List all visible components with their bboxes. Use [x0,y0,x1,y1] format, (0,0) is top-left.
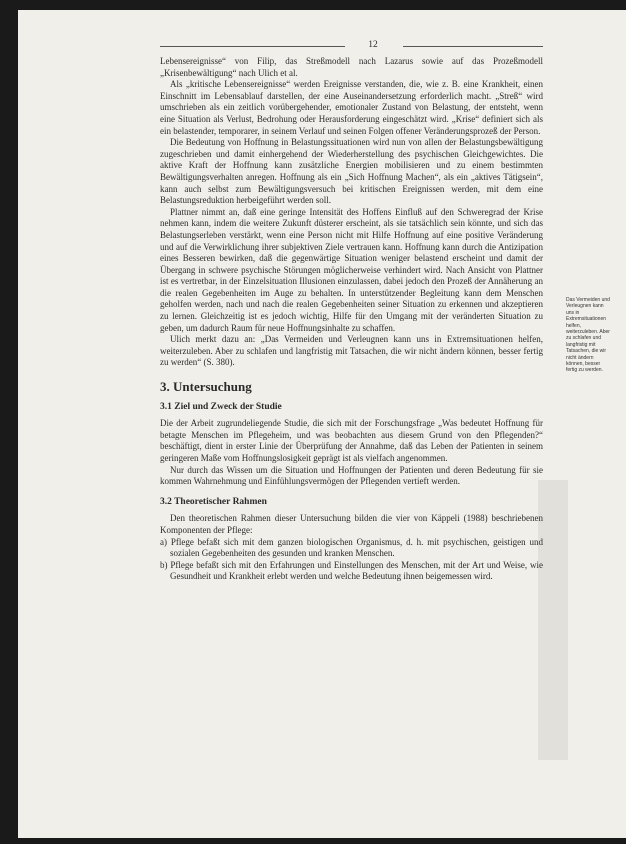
page-number: 12 [368,40,378,50]
component-list [160,537,543,583]
header-rule-right [403,46,543,47]
body-text [160,56,543,583]
paragraph: Nur durch das Wissen um die Situation und Hoffnungen der Patienten und deren Bedeutung für sie kommen Wahrnehmung und Einfühlungsvermögen der Pflegenden vertieft werden. [160,464,543,487]
list-item: b) Pflege befaßt sich mit den Erfahrungen und Einstellungen des Menschen, mit der Art und Weise, wie Gesundheit und Krankheit erlebt werden und welche Bedeutung ihnen beigemessen wird. [160,559,543,582]
section-heading: 3. Untersuchung [160,379,252,395]
subsection-heading: 3.2 Theoretischer Rahmen [160,496,267,507]
margin-note: Das Vermeiden und Verleugnen kann uns in Extremsituationen helfen, weiterzuleben. Aber zu schlafen und langfristig mit Tatsachen, die wir nicht ändern können, besser fertig zu werden. [566,297,610,374]
paragraph: Plattner nimmt an, daß eine geringe Intensität des Hoffens Einfluß auf den Schweregrad der Krise nehmen kann, indem die weitere Zukunft düsterer erscheint, als sie tatsächlich sein könnte, und sich das Belastungserleben verstärkt, wenn eine Person nicht mit Hilfe Hoffnung auf eine positive Veränderung und auf die Verwirklichung ihrer subjektiven Ziele vertrauen kann. Hoffnung kann durch die Antizipation eines Besseren bewirken, daß die gegenwärtige Situation weniger belastend erscheint und damit der Übergang in schwere psychische Störungen möglicherweise verhindert wird. Nach Ansicht von Plattner ist es vertretbar, in der Einzelsituation Illusionen einzulassen, dabei jedoch den Prozeß der Annäherung an die realen Gegebenheiten im Auge zu behalten. In unterstützender Begleitung kann dem Menschen geholfen werden, nach und nach die realen Gegebenheiten seiner Situation zu erkennen und akzeptieren zu lernen. Gleichzeitig ist es jedoch wichtig, Hilfe für den Umgang mit der veränderten Situation zu geben, um dadurch Raum für neue Hoffnungsinhalte zu schaffen. [160,206,543,333]
paragraph: Die Bedeutung von Hoffnung in Belastungssituationen wird nun von allen der Belastungsbewältigung zugeschrieben und damit einhergehend der Wiederherstellung des psychischen Gleichgewichtes. Die aktive Kraft der Hoffnung kann zusätzliche Energien mobilisieren und zu einem bestimmten Bewältigungsverhalten anregen. Hoffnung als ein „Sich Hoffnung Machen“, als ein „aktives Tätigsein“, kann auch selbst zum Bewältigungsversuch bei kritischen Ereignissen werden, mit dem eine Belastungsreduktion herbeigeführt werden soll. [160,137,543,206]
paragraph: Lebensereignisse“ von Filip, das Streßmodell nach Lazarus sowie auf das Prozeßmodell „Krisenbewältigung“ nach Ulich et al. [160,56,543,78]
paragraph: Ulich merkt dazu an: „Das Vermeiden und Verleugnen kann uns in Extremsituationen helfen, weiterzuleben. Aber zu schlafen und langfristig mit Tatsachen, die wir nicht ändern können, besser fertig zu werden“ (S. 380). [160,334,543,368]
paragraph: Als „kritische Lebensereignisse“ werden Ereignisse verstanden, die, wie z. B. eine Krankheit, einen Einschnitt im Lebensablauf darstellen, der eine Auseinandersetzung erforderlich macht. „Streß“ wird umschrieben als ein zeitlich vorübergehender, emotionaler Zustand von Belastung, der entsteht, wenn eine Situation als Verlust, Bedrohung oder Herausforderung eingeschätzt wird. „Krise“ definiert sich als ein belastender, temporarer, in seinem Verlauf und seinen Folgen offener Veränderungsprozeß der Person. [160,79,543,136]
paragraph: Die der Arbeit zugrundeliegende Studie, die sich mit der Forschungsfrage „Was bedeutet Hoffnung für betagte Menschen im Pflegeheim, und was beobachten aus diesem Grund von den Pflegenden?“ beschäftigt, dient in erster Linie der Überprüfung der Annahme, daß das Leben der Patienten in seinem geringeren Maße vom Hoffnungslosigkeit geprägt ist als vielfach angenommen. [160,418,543,463]
list-item: a) Pflege befaßt sich mit dem ganzen biologischen Organismus, d. h. mit psychischen, geistigen und sozialen Gegebenheiten des gesunden und kranken Menschen. [160,536,543,559]
header-rule-left [160,46,345,47]
subsection-heading: 3.1 Ziel und Zweck der Studie [160,401,282,412]
paragraph: Den theoretischen Rahmen dieser Untersuchung bilden die vier von Käppeli (1988) beschriebenen Komponenten der Pflege: [160,513,543,535]
book-page [18,10,626,838]
